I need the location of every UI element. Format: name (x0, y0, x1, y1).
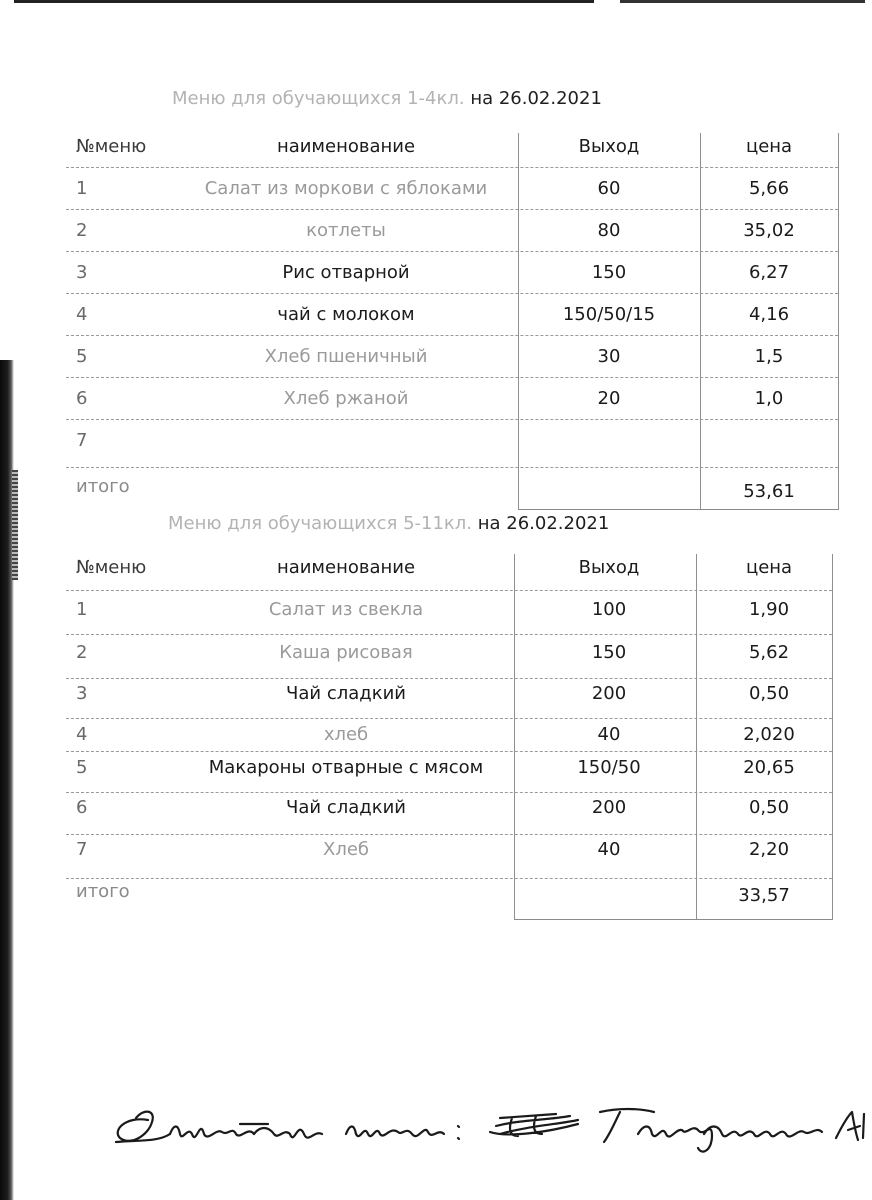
row-out: 100 (591, 598, 627, 620)
row-name (176, 419, 516, 461)
row-name: Салат из моркови с яблоками (204, 177, 488, 199)
total-label: итого (76, 880, 130, 902)
table-row (66, 630, 838, 674)
row-out: 60 (597, 177, 621, 199)
table-row (66, 786, 838, 828)
row-num: 1 (76, 598, 88, 620)
row-name: Чай сладкий (286, 682, 406, 704)
row-name: хлеб (323, 723, 369, 745)
row-out: 150 (591, 261, 627, 283)
header-out: Выход (578, 135, 640, 157)
total-price: 53,61 (743, 480, 795, 502)
scan-edge-top (14, 0, 594, 3)
menu-title-senior (168, 513, 609, 534)
row-price: 1,0 (754, 387, 784, 409)
row-out: 20 (597, 387, 621, 409)
table-row (66, 588, 838, 630)
row-price: 0,50 (748, 682, 790, 704)
menu-title-date: на 26.02.2021 (464, 88, 602, 109)
row-num: 3 (76, 682, 88, 704)
row-price: 2,020 (743, 723, 795, 745)
row-out: 200 (591, 682, 627, 704)
table-row (66, 716, 838, 752)
row-num: 4 (76, 723, 88, 745)
menu-table-senior (66, 546, 838, 920)
table-total-row (66, 463, 838, 509)
table-row (66, 209, 838, 251)
row-num: 1 (76, 177, 88, 199)
table-header (66, 125, 838, 167)
table-row (66, 828, 838, 870)
header-num: №меню (76, 556, 147, 578)
row-name: Хлеб пшеничный (264, 345, 428, 367)
row-name: Чай сладкий (286, 796, 406, 818)
table-row (66, 750, 838, 784)
table-row (66, 251, 838, 293)
menu-title-label: Меню для обучающихся 1-4кл. (172, 88, 465, 109)
row-out: 30 (597, 345, 621, 367)
row-name: чай с молоком (277, 303, 415, 325)
row-name: Хлеб (322, 838, 369, 860)
header-price: цена (745, 135, 793, 157)
row-price (700, 419, 838, 461)
row-out: 40 (597, 838, 621, 860)
row-out: 150 (591, 641, 627, 663)
row-num: 5 (76, 345, 88, 367)
row-num: 6 (76, 796, 88, 818)
row-price: 5,62 (748, 641, 790, 663)
row-price: 1,90 (748, 598, 790, 620)
table-total-row (66, 872, 838, 918)
table-row (66, 293, 838, 335)
row-name: котлеты (306, 219, 386, 241)
row-out: 80 (597, 219, 621, 241)
col-divider (838, 133, 839, 510)
header-price: цена (745, 556, 793, 578)
row-price: 0,50 (748, 796, 790, 818)
table-row (66, 335, 838, 377)
row-out: 200 (591, 796, 627, 818)
menu-title-junior (172, 88, 602, 109)
row-price: 1,5 (754, 345, 784, 367)
row-num: 5 (76, 756, 88, 778)
table-bottom-border (514, 919, 832, 920)
row-num: 6 (76, 387, 88, 409)
table-row (66, 377, 838, 419)
row-price: 2,20 (748, 838, 790, 860)
header-name: наименование (276, 135, 416, 157)
menu-title-label: Меню для обучающихся 5-11кл. (168, 513, 473, 534)
row-num: 4 (76, 303, 88, 325)
table-header (66, 546, 838, 588)
row-out: 40 (597, 723, 621, 745)
row-out: 150/50 (577, 756, 641, 778)
row-name: Макароны отварные с мясом (208, 756, 484, 778)
row-name: Салат из свекла (268, 598, 424, 620)
row-out: 150/50/15 (562, 303, 656, 325)
table-bottom-border (518, 509, 838, 510)
row-name: Каша рисовая (279, 641, 413, 663)
row-price: 20,65 (743, 756, 795, 778)
table-row (66, 672, 838, 714)
table-row (66, 419, 838, 461)
row-price: 5,66 (748, 177, 790, 199)
header-num: №меню (76, 135, 147, 157)
table-row (66, 167, 838, 209)
row-num: 7 (76, 429, 88, 451)
row-num: 7 (76, 838, 88, 860)
row-num: 2 (76, 641, 88, 663)
total-price: 33,57 (738, 884, 790, 906)
row-out (518, 419, 700, 461)
menu-title-date: на 26.02.2021 (472, 513, 610, 534)
scan-edge-top-right (620, 0, 865, 3)
row-name: Хлеб ржаной (283, 387, 409, 409)
row-price: 35,02 (743, 219, 795, 241)
row-num: 3 (76, 261, 88, 283)
row-name: Рис отварной (282, 261, 410, 283)
row-price: 4,16 (748, 303, 790, 325)
header-name: наименование (276, 556, 416, 578)
row-num: 2 (76, 219, 88, 241)
scan-noise (12, 470, 18, 580)
total-label: итого (76, 475, 130, 497)
director-signature (108, 1090, 868, 1170)
row-price: 6,27 (748, 261, 790, 283)
header-out: Выход (578, 556, 640, 578)
menu-table-junior (66, 125, 838, 510)
